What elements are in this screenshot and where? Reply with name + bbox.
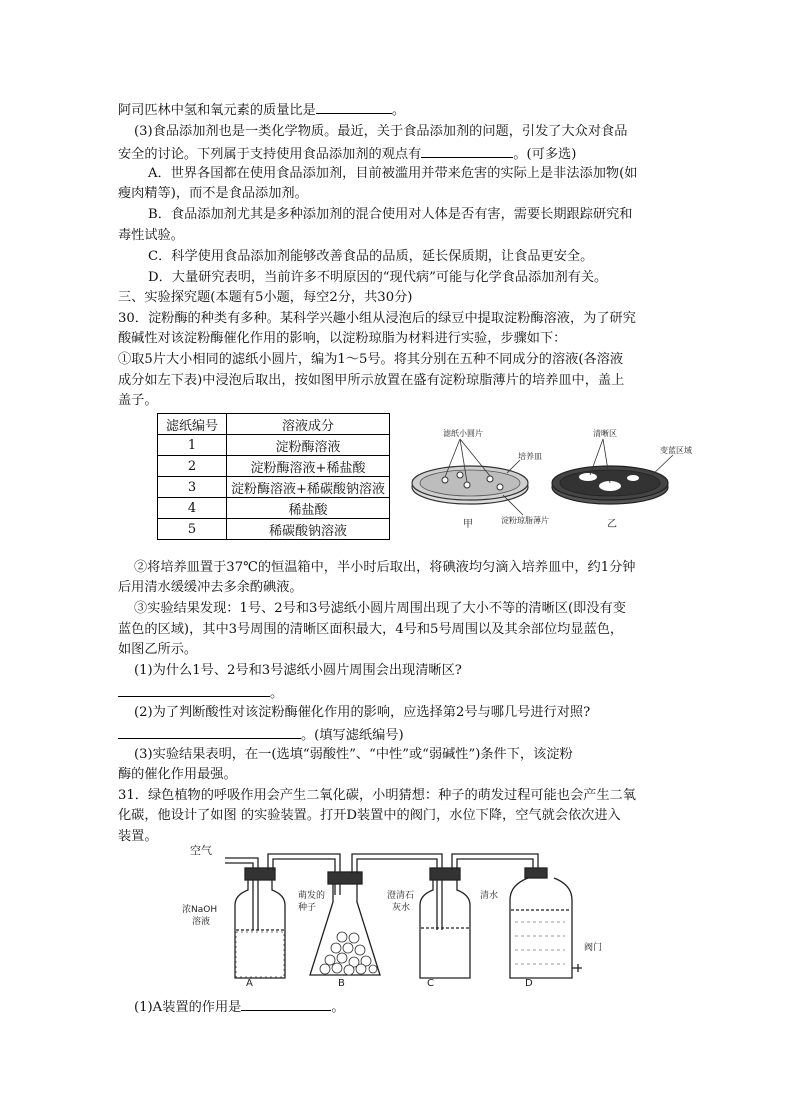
table-row: 2 淀粉酶溶液+稀盐酸	[158, 456, 390, 477]
table-header-row	[158, 414, 390, 435]
section-heading: 三、实验探究题(本题有5小题，每空2分，共30分)	[118, 290, 413, 305]
label-b: B	[338, 978, 345, 989]
table-row: 5 稀碳酸钠溶液	[158, 519, 390, 540]
label-limewater-1: 澄清石	[387, 891, 415, 901]
answer-blank[interactable]	[118, 726, 301, 739]
answer-blank[interactable]	[241, 998, 331, 1011]
answer-blank[interactable]	[421, 145, 513, 158]
petri-dish-figure	[405, 425, 695, 545]
label-dish: 培养皿	[518, 452, 542, 461]
text-line: 化碳，他设计了如图 的实验装置。打开D装置中的阀门，水位下降，空气就会依次进入	[118, 808, 621, 823]
text-line: 30．淀粉酶的种类有多种。某科学兴趣小组从浸泡后的绿豆中提取淀粉酶溶液，为了研究	[118, 311, 636, 326]
label-air: 空气	[190, 844, 212, 857]
table-row: 3 淀粉酶溶液+稀碳酸钠溶液	[158, 477, 390, 498]
option-d: D．大量研究表明，当前许多不明原因的“现代病”可能与化学食品添加剂有关。	[148, 270, 608, 285]
label-valve: 阀门	[584, 943, 603, 953]
option-a-cont: 瘦肉精等)，而不是食品添加剂。	[118, 186, 308, 201]
text-line: 成分如左下表)中浸泡后取出，按如图甲所示放置在盛有淀粉琼脂薄片的培养皿中，盖上	[118, 373, 625, 388]
text-line: 酸碱性对该淀粉酶催化作用的影响，以淀粉琼脂为材料进行实验，步骤如下：	[118, 331, 567, 346]
label-filter-paper: 滤纸小圆片	[443, 429, 483, 438]
subquestion-31-1: (1)A装置的作用是 。	[134, 1000, 345, 1015]
label-blue-zone: 变蓝区域	[660, 446, 692, 455]
text-line: 装置。	[118, 829, 158, 844]
label-yi: 乙	[607, 519, 617, 530]
table-row: 1 淀粉酶溶液	[158, 435, 390, 456]
subquestion-3: (3)实验结果表明，在一(选填“弱酸性”、“中性”或“弱碱性”)条件下，该淀粉	[134, 747, 573, 762]
option-c: C．科学使用食品添加剂能够改善食品的品质，延长保质期，让食品更安全。	[148, 249, 594, 264]
apparatus-figure	[180, 840, 620, 990]
label-c: C	[427, 978, 434, 989]
option-b-cont: 毒性试验。	[118, 228, 184, 243]
subquestion-2: (2)为了判断酸性对该淀粉酶催化作用的影响，应选择第2号与哪几号进行对照?	[134, 705, 591, 720]
text-line: ①取5片大小相同的滤纸小圆片，编为1～5号。将其分别在五种不同成分的溶液(各溶液	[118, 352, 624, 367]
label-jia: 甲	[463, 519, 473, 530]
answer-line: 。(填写滤纸编号)	[118, 726, 404, 744]
label-naoh-1: 浓NaOH	[182, 905, 218, 915]
label-water: 清水	[480, 891, 499, 901]
question-text: 阿司匹林中氢和氧元素的质量比是	[118, 103, 316, 118]
label-naoh-2: 溶液	[192, 917, 211, 927]
option-a: A．世界各国都在使用食品添加剂，目前被滥用并带来危害的实际上是非法添加物(如	[148, 166, 638, 181]
label-a: A	[246, 978, 253, 989]
label-seed-2: 种子	[298, 903, 317, 913]
text-line: 后用清水缓缓冲去多余酌碘液。	[118, 580, 303, 595]
answer-blank[interactable]	[118, 684, 270, 697]
option-b: B．食品添加剂尤其是多种添加剂的混合使用对人体是否有害，需要长期跟踪研究和	[148, 207, 633, 222]
table-header: 溶液成分	[227, 414, 390, 435]
subquestion-1: (1)为什么1号、2号和3号滤纸小圆片周围会出现清晰区?	[134, 663, 462, 678]
text-line: 蓝色的区域)，其中3号周围的清晰区面积最大，4号和5号周围以及其余部位均显蓝色，	[118, 622, 624, 637]
label-seed-1: 萌发的	[298, 891, 326, 901]
text-line: ③实验结果发现：1号、2号和3号滤纸小圆片周围出现了大小不等的清晰区(即没有变	[134, 601, 626, 616]
text-line: 31．绿色植物的呼吸作用会产生二氧化碳，小明猜想：种子的萌发过程可能也会产生二氧	[118, 788, 636, 803]
label-clear-zone: 清晰区	[593, 429, 617, 438]
text-line: 盖子。	[118, 393, 158, 408]
label-d: D	[525, 978, 533, 989]
text-line: ②将培养皿置于37℃的恒温箱中，半小时后取出，将碘液均匀滴入培养皿中，约1分钟	[134, 560, 636, 575]
answer-blank[interactable]	[316, 101, 392, 114]
table-header: 滤纸编号	[158, 414, 227, 435]
text-line: 酶的催化作用最强。	[118, 767, 237, 782]
text-line: 安全的讨论。下列属于支持使用食品添加剂的观点有 。(可多选)	[118, 147, 577, 162]
table-row: 4 稀盐酸	[158, 498, 390, 519]
label-limewater-2: 灰水	[392, 903, 411, 913]
text-line: (3)食品添加剂也是一类化学物质。最近，关于食品添加剂的问题，引发了大众对食品	[134, 124, 628, 139]
label-agar: 淀粉琼脂薄片	[501, 516, 549, 525]
text-line: 阿司匹林中氢和氧元素的质量比是 。	[118, 103, 405, 118]
answer-line: 。	[118, 684, 283, 702]
text-line: 如图乙所示。	[118, 642, 198, 657]
solution-table	[157, 413, 390, 540]
